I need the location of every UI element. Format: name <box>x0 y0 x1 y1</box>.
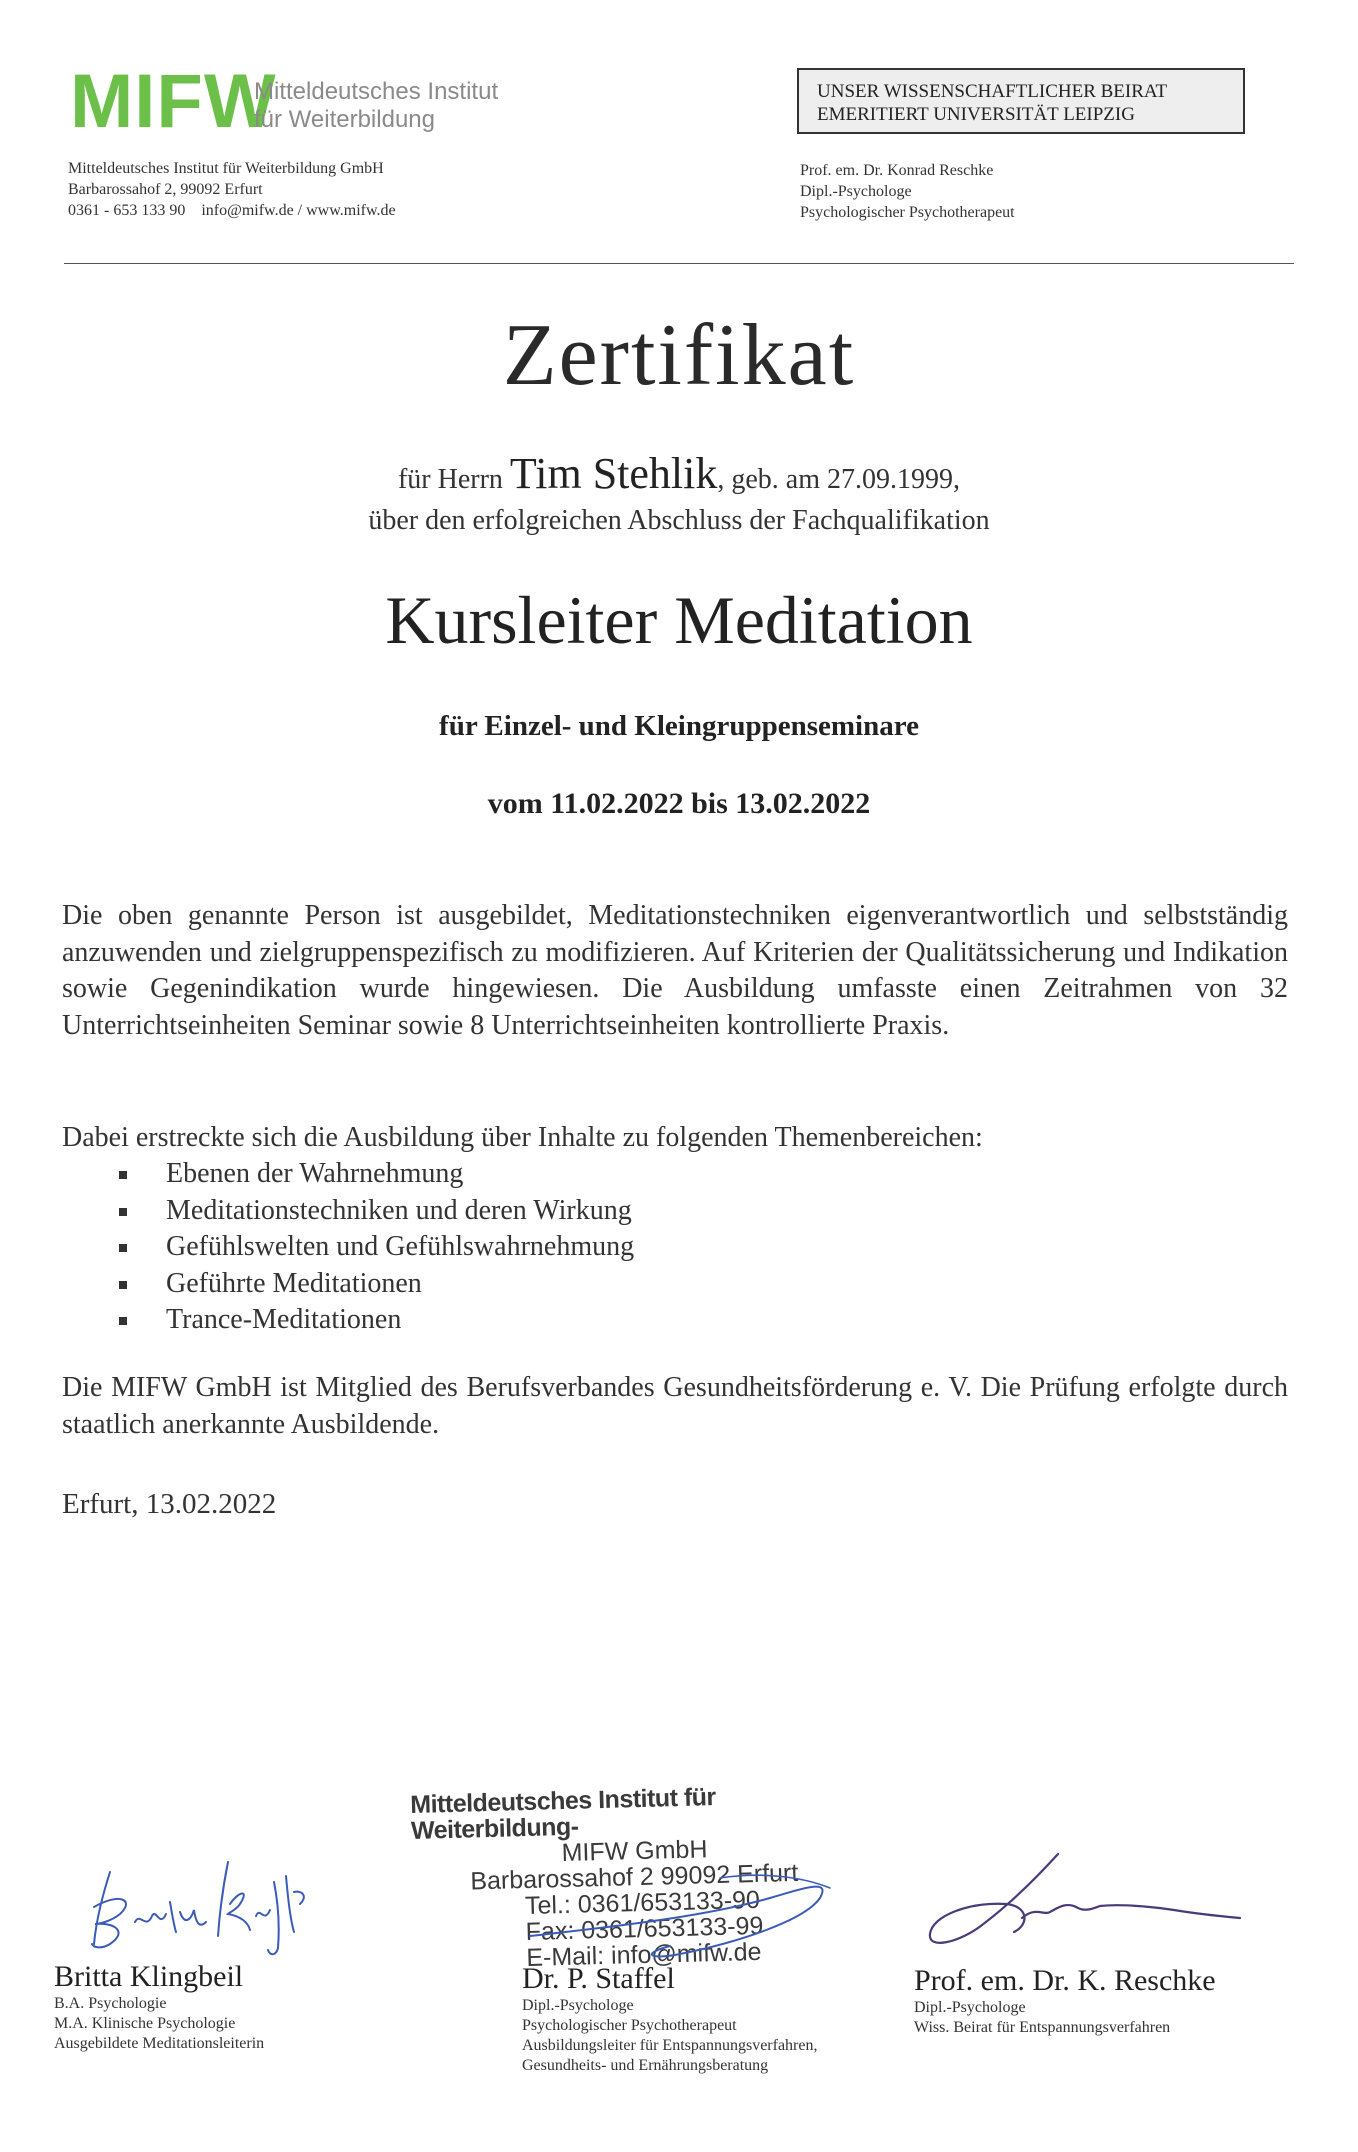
mifw-logo: MIFW <box>70 59 277 144</box>
qualification-title: Kursleiter Meditation <box>385 582 973 658</box>
signatory-detail: Dipl.-Psychologe <box>914 1999 1026 2016</box>
list-item: Geführte Meditationen <box>116 1266 634 1303</box>
header-divider <box>64 263 1294 264</box>
stamp-line: E-Mail: info@mifw.de <box>526 1937 762 1973</box>
stamp-line: Barbarossahof 2 99092 Erfurt <box>469 1858 799 1896</box>
signatory-detail: M.A. Klinische Psychologie <box>54 2015 236 2032</box>
signatory-detail: Wiss. Beirat für Entspannungsverfahren <box>914 2019 1171 2036</box>
signatory-name: Prof. em. Dr. K. Reschke <box>914 1964 1216 1997</box>
recipient-birthdate: , geb. am 27.09.1999, <box>717 464 961 495</box>
address-line: 0361 - 653 133 90 info@mifw.de / www.mifw.de <box>68 202 396 219</box>
list-item: Trance-Meditationen <box>116 1302 634 1339</box>
logo-text-line: Mitteldeutsches Institut <box>254 78 499 105</box>
membership-paragraph: Die MIFW GmbH ist Mitglied des Berufsverbandes Gesundheitsförderung e. V. Die Prüfung erfolgte durch staatlich anerkannte Ausbildende. <box>62 1372 1288 1440</box>
signatory-detail: Psychologischer Psychotherapeut <box>522 2017 737 2034</box>
scientific-board-member <box>800 160 1015 223</box>
recipient-prefix: für Herrn <box>397 464 510 495</box>
signatory-name: Britta Klingbeil <box>54 1960 244 1993</box>
stamp-line: Mitteldeutsches Institut für Weiterbildung- <box>409 1783 717 1845</box>
logo-text-line: für Weiterbildung <box>254 106 435 133</box>
signatory-klingbeil <box>54 1960 264 2054</box>
signatory-detail: Dipl.-Psychologe <box>522 1997 634 2014</box>
board-box-line: UNSER WISSENSCHAFTLICHER BEIRAT <box>817 81 1168 102</box>
signatory-reschke <box>914 1964 1216 2038</box>
board-member-line: Psychologischer Psychotherapeut <box>800 204 1015 221</box>
address-line: Barbarossahof 2, 99092 Erfurt <box>68 181 263 198</box>
scientific-board-box <box>797 68 1245 134</box>
recipient-name: Tim Stehlik <box>509 449 718 498</box>
completion-line: über den erfolgreichen Abschluss der Fachqualifikation <box>368 505 990 536</box>
list-item: Meditationstechniken und deren Wirkung <box>116 1193 634 1230</box>
institute-address <box>68 158 396 221</box>
signature-klingbeil <box>80 1852 320 1962</box>
board-member-line: Prof. em. Dr. Konrad Reschke <box>800 162 994 179</box>
list-item: Ebenen der Wahrnehmung <box>116 1156 634 1193</box>
certificate-title: Zertifikat <box>502 307 856 404</box>
description-paragraph: Die oben genannte Person ist ausgebildet, Meditationstechniken eigenverantwortlich und selbstständig anzuwenden und zielgruppenspezifisch zu modifizieren. Auf Kriterien der Qualitätssicherung und Indikation sowie Gegenindikation wurde hingewiesen. Die Ausbildung umfasste einen Zeitrahmen von 32 Unterrichtseinheiten Seminar sowie 8 Unterrichtseinheiten kontrollierte Praxis. <box>62 900 1288 1041</box>
signatory-staffel <box>522 1962 817 2076</box>
stamp-line: Tel.: 0361/653133-90 <box>524 1885 761 1921</box>
topics-list <box>116 1156 634 1339</box>
stamp-line: MIFW GmbH <box>561 1835 708 1868</box>
signatory-name: Dr. P. Staffel <box>522 1962 675 1995</box>
signature-staffel <box>520 1858 850 1968</box>
board-box-line: EMERITIERT UNIVERSITÄT LEIPZIG <box>817 104 1135 125</box>
recipient-line <box>0 449 1358 502</box>
signatory-detail: B.A. Psychologie <box>54 1995 167 2012</box>
address-line: Mitteldeutsches Institut für Weiterbildung GmbH <box>68 160 384 177</box>
qualification-subtitle: für Einzel- und Kleingruppenseminare <box>439 710 919 742</box>
list-item: Gefühlswelten und Gefühlswahrnehmung <box>116 1229 634 1266</box>
signatory-detail: Ausbildungsleiter für Entspannungsverfahren, <box>522 2037 818 2054</box>
signature-reschke <box>918 1846 1258 1966</box>
signatory-detail: Ausgebildete Meditationsleiterin <box>54 2035 265 2052</box>
stamp-line: Fax: 0361/653133-99 <box>525 1911 764 1947</box>
institute-logo-text <box>254 78 498 134</box>
place-date: Erfurt, 13.02.2022 <box>62 1488 277 1520</box>
board-member-line: Dipl.-Psychologe <box>800 183 912 200</box>
signatory-detail: Gesundheits- und Ernährungsberatung <box>522 2057 769 2074</box>
course-period: vom 11.02.2022 bis 13.02.2022 <box>487 787 871 820</box>
topics-intro: Dabei erstreckte sich die Ausbildung über Inhalte zu folgenden Themenbereichen: <box>62 1122 983 1153</box>
